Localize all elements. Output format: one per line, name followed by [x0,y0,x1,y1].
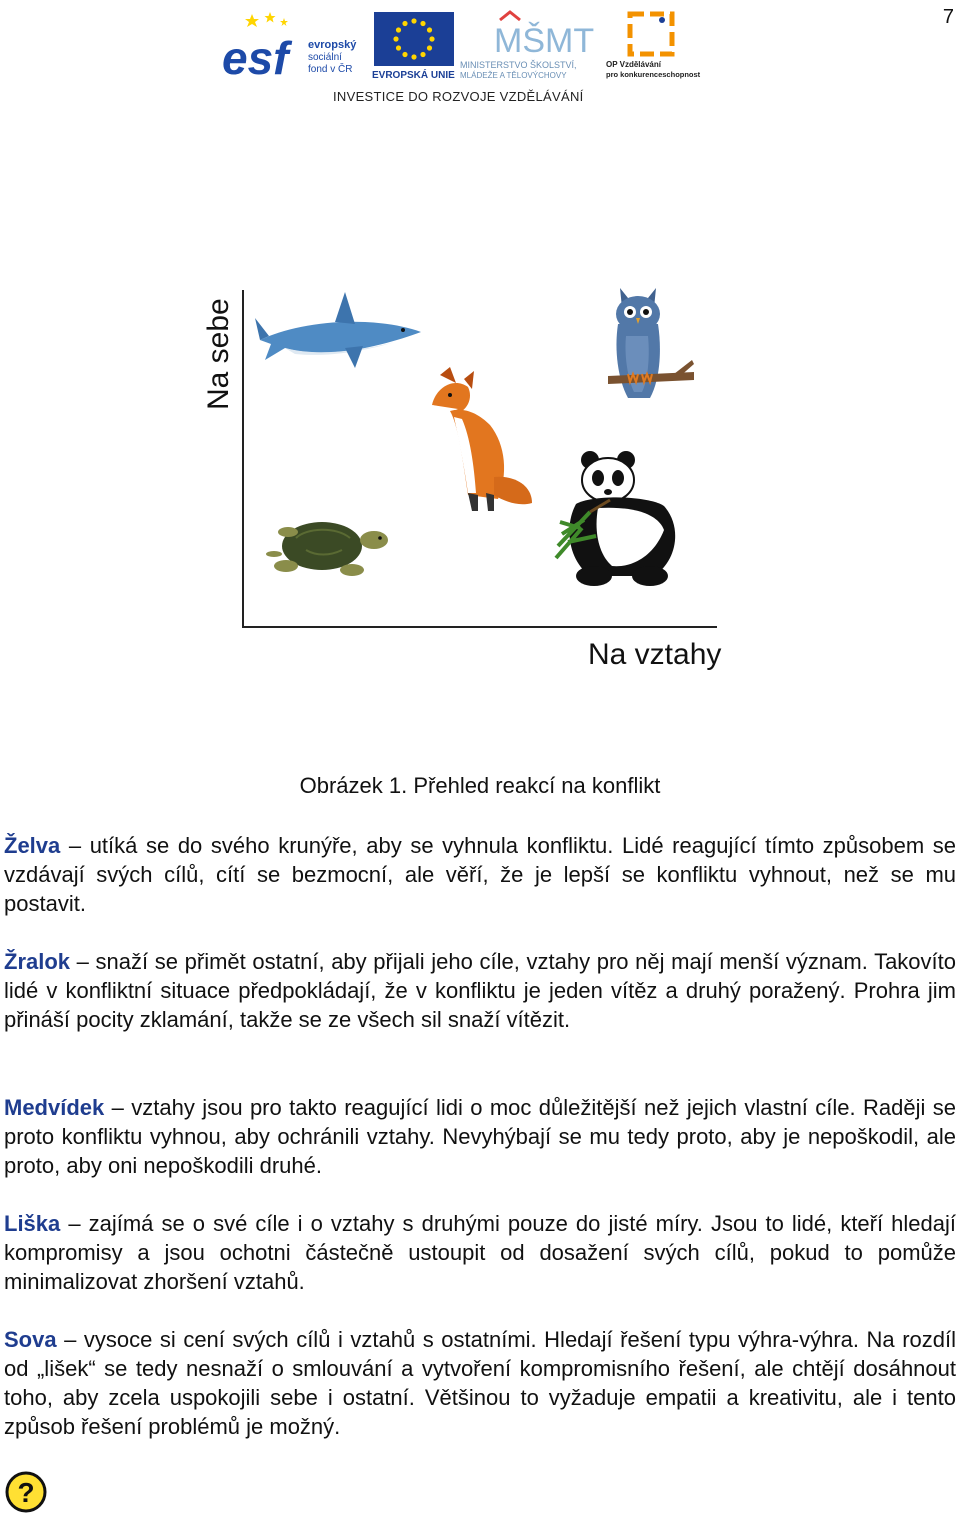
y-axis-label: Na sebe [202,298,235,410]
term-sova: Sova [4,1327,57,1352]
page-number: 7 [942,6,954,28]
svg-text:evropský: evropský [308,39,357,51]
svg-text:sociální: sociální [308,52,342,63]
paragraph-zralok [4,947,956,1034]
turtle-image [266,510,391,590]
paragraph-text: – zajímá se o své cíle i o vztahy s druhými pouze do jisté míry. Jsou to lidé, kteří hledají kompromisy a jsou ochotni částečně ustoupit od dosažení svých cílů, pokud to pomůže minimalizovat zhoršení vztahů. [4,1211,956,1294]
svg-text:MLÁDEŽE A TĚLOVÝCHOVY: MLÁDEŽE A TĚLOVÝCHOVY [460,71,567,80]
op-vzdelavani-logo [606,10,702,82]
paragraph-medvidek [4,1093,956,1180]
esf-logo [222,10,367,80]
msmt-logo [460,10,600,82]
term-zelva: Želva [4,833,61,858]
paragraph-text: – vysoce si cení svých cílů i vztahů s ostatními. Hledají řešení typu výhra-výhra. Na rozdíl od „lišek“ se tedy nesnaží o smlouvání a vytvoření kompromisního řešení, ale chtějí dosáhnout toho, aby zcela uspokojili sebe i ostatní. Většinou to vyžaduje empatii a kreativitu, ale i tento způsob řešení problémů je možný. [4,1327,956,1439]
svg-text:OP Vzdělávání: OP Vzdělávání [606,60,661,69]
paragraph-zelva [4,831,956,918]
paragraph-text: – utíká se do svého krunýře, aby se vyhnula konfliktu. Lidé reagující tímto způsobem se vzdávají svých cílů, cítí se bezmocní, ale věří, že je lepší se konfliktu vyhnout, než se mu postavit. [4,833,956,916]
shark-image [255,288,425,378]
paragraph-text: – snaží se přimět ostatní, aby přijali jeho cíle, vztahy pro něj mají menší význam. Takovíto lidé v konfliktní situace předpokládají, že v konfliktu je jeden vítěz a druhý poražený. Prohra jim přináší pocity zklamání, takže se ze všech sil snaží vítězit. [4,949,956,1032]
esf-logo-text: esf [222,32,289,80]
conflict-styles-figure [190,270,750,690]
svg-text:?: ? [17,1477,35,1508]
term-medvidek: Medvídek [4,1095,105,1120]
y-axis [242,290,244,628]
panda-image [554,450,689,590]
svg-text:fond v ČR: fond v ČR [308,64,353,75]
svg-text:EVROPSKÁ UNIE: EVROPSKÁ UNIE [372,70,455,81]
term-zralok: Žralok [4,949,71,974]
fox-image [428,365,538,515]
paragraph-text: – vztahy jsou pro takto reagující lidi o moc důležitější než jejich vlastní cíle. Raději se proto konfliktu vyhnou, aby ochránili vztahy. Nevyhýbají se mu tedy proto, aby je nepoškodil, ale proto, aby oni nepoškodili druhé. [4,1095,956,1178]
x-axis-label: Na vztahy [588,638,722,671]
owl-image [608,280,698,415]
term-liska: Liška [4,1211,61,1236]
paragraph-liska [4,1209,956,1296]
eu-flag-logo [372,12,458,82]
x-axis [242,626,717,628]
svg-text:MINISTERSTVO ŠKOLSTVÍ,: MINISTERSTVO ŠKOLSTVÍ, [460,60,577,70]
question-mark-icon [4,1470,48,1514]
banner-tagline: INVESTICE DO ROZVOJE VZDĚLÁVÁNÍ [333,89,584,104]
svg-text:pro konkurenceschopnost: pro konkurenceschopnost [606,70,701,79]
figure-caption: Obrázek 1. Přehled reakcí na konflikt [299,773,661,798]
paragraph-sova [4,1325,956,1441]
msmt-logo-text: MŠMT [494,22,595,60]
